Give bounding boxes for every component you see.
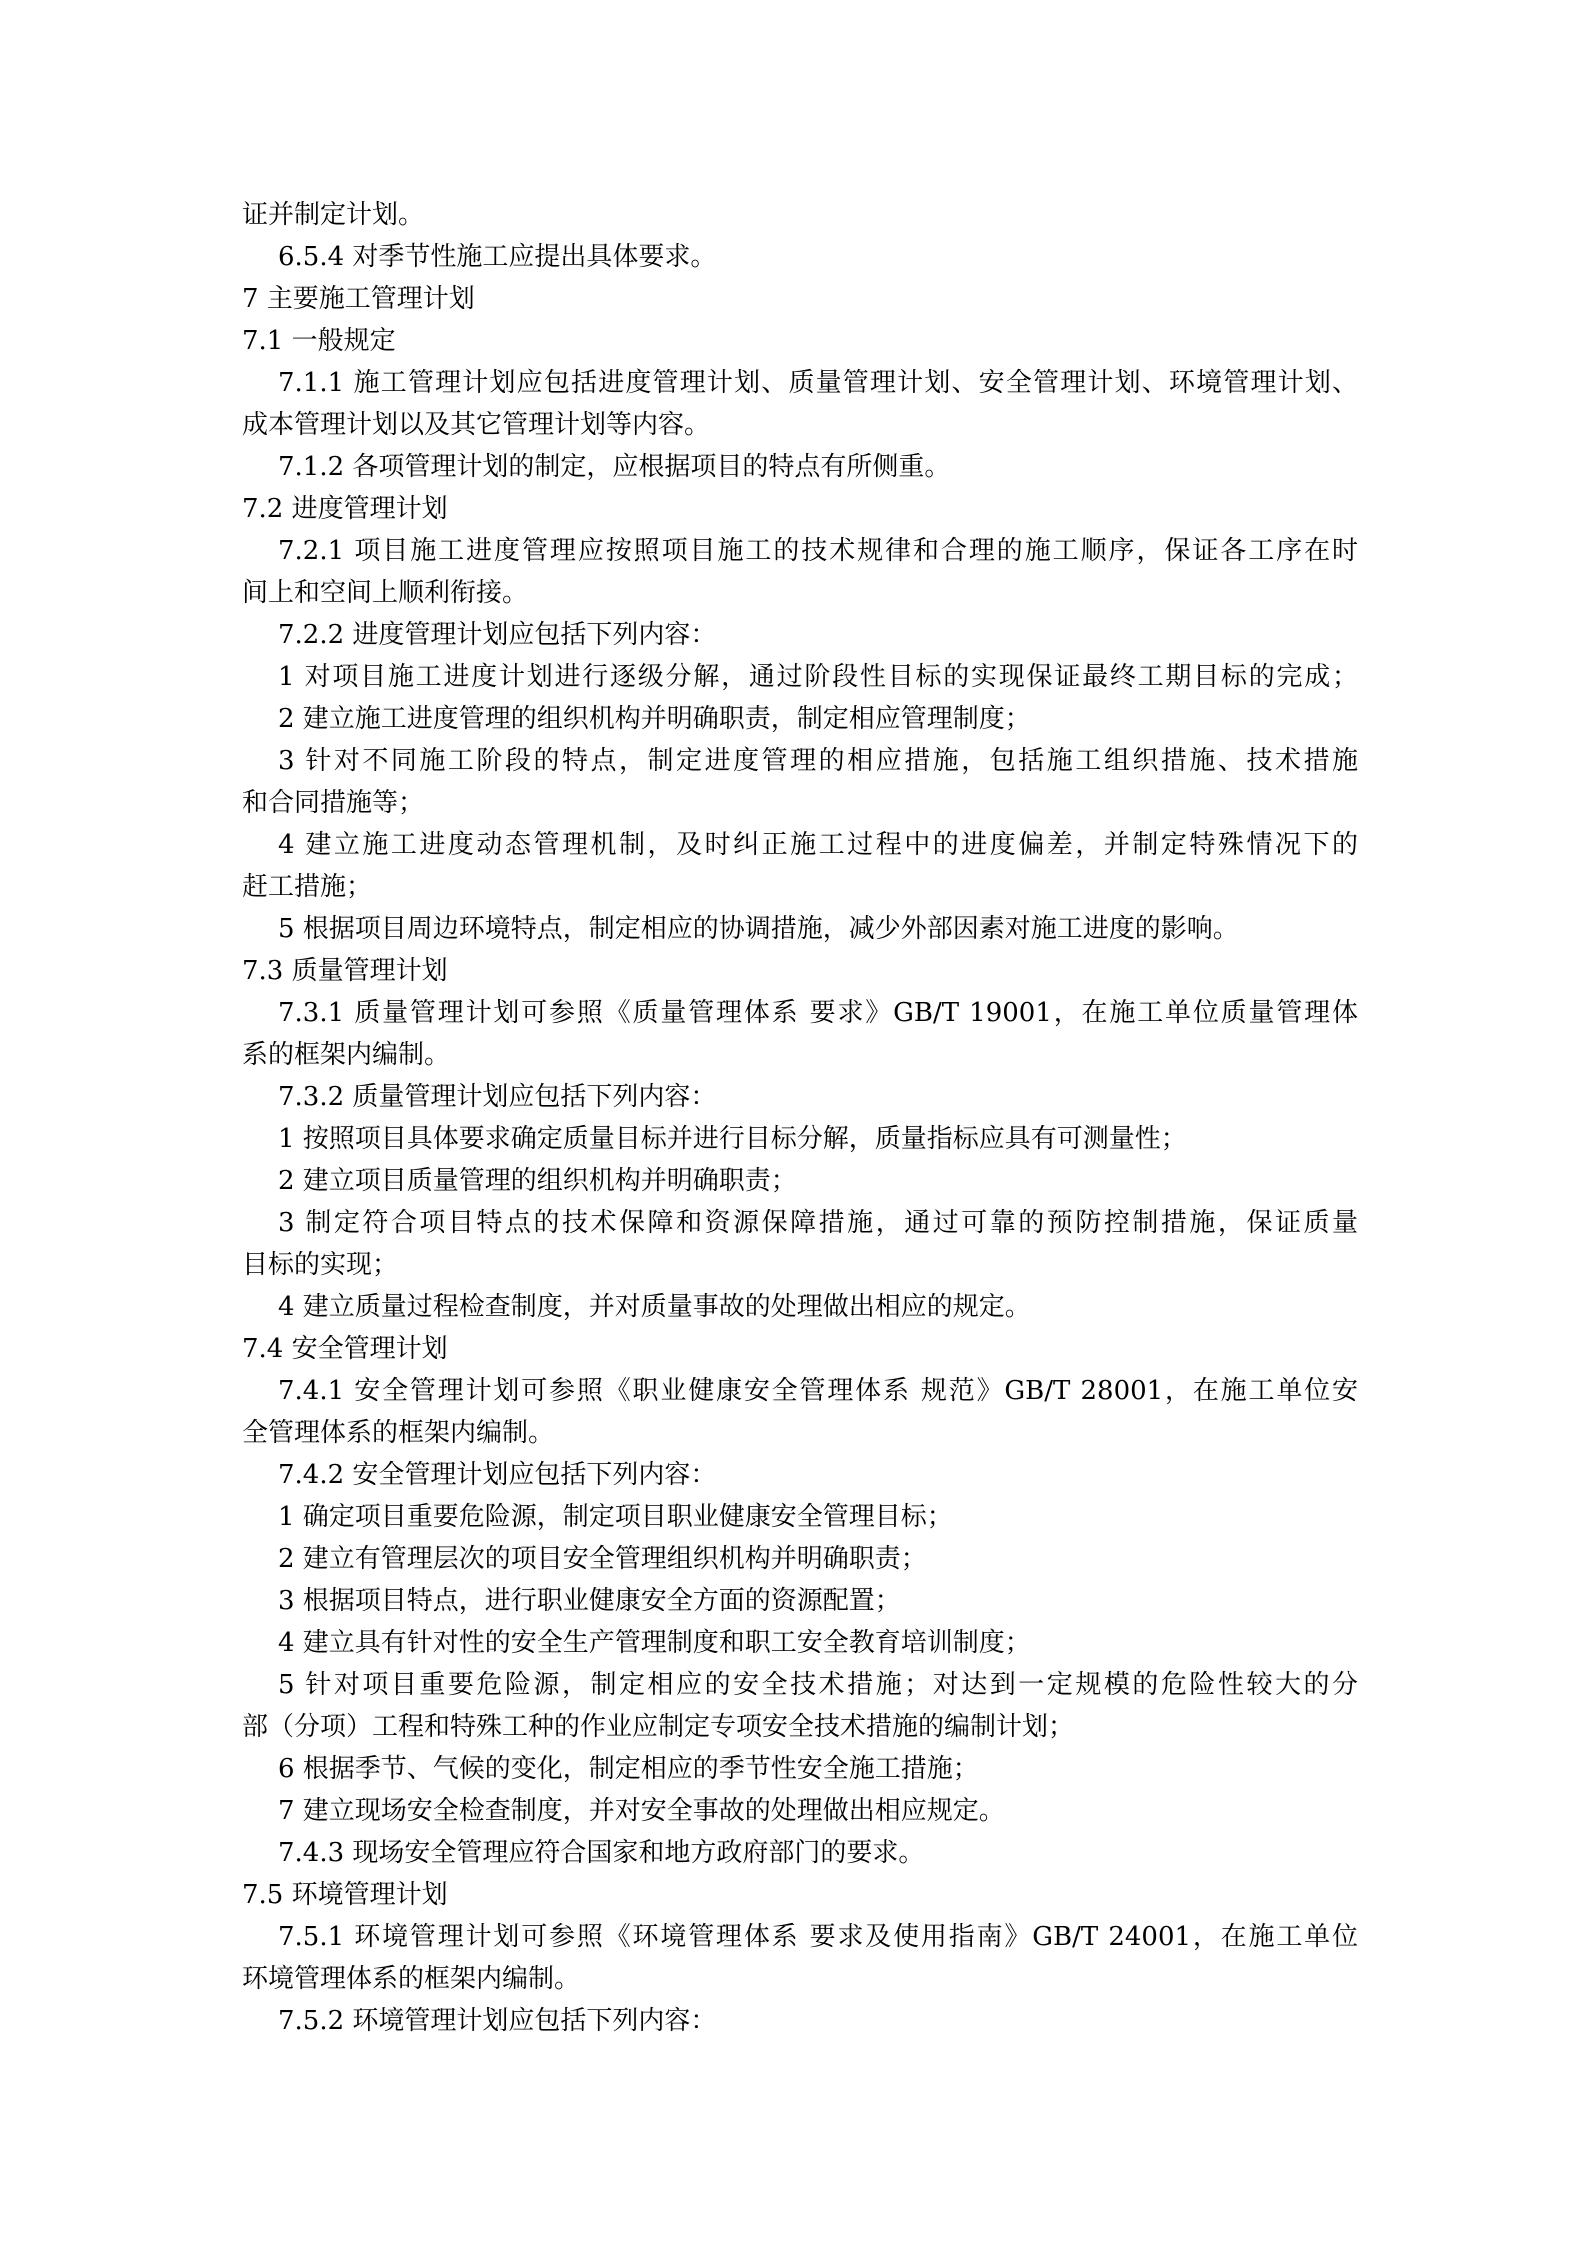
text-line: 7.4.3 现场安全管理应符合国家和地方政府部门的要求。 bbox=[278, 1838, 925, 1868]
text-line: 环境管理体系的框架内编制。 bbox=[242, 1964, 581, 1994]
document-body bbox=[242, 194, 1358, 2042]
text-line: 7 建立现场安全检查制度，并对安全事故的处理做出相应规定。 bbox=[278, 1796, 1005, 1826]
text-line: 系的框架内编制。 bbox=[242, 1040, 451, 1070]
text-line: 4 建立具有针对性的安全生产管理制度和职工安全教育培训制度； bbox=[278, 1628, 1031, 1658]
text-line: 7.4.1 安全管理计划可参照《职业健康安全管理体系 规范》GB/T 28001，在施工单位安 bbox=[278, 1376, 1358, 1406]
text-line: 6 根据季节、气候的变化，制定相应的季节性安全施工措施； bbox=[278, 1754, 979, 1784]
text-line: 7 主要施工管理计划 bbox=[242, 284, 475, 314]
text-line: 和合同措施等； bbox=[242, 788, 425, 818]
text-line: 全管理体系的框架内编制。 bbox=[242, 1418, 555, 1448]
text-line: 7.2.1 项目施工进度管理应按照项目施工的技术规律和合理的施工顺序，保证各工序在时 bbox=[278, 536, 1358, 566]
text-line: 1 按照项目具体要求确定质量目标并进行目标分解，质量指标应具有可测量性； bbox=[278, 1124, 1187, 1154]
text-line: 赶工措施； bbox=[242, 872, 373, 902]
text-line: 4 建立施工进度动态管理机制，及时纠正施工过程中的进度偏差，并制定特殊情况下的 bbox=[278, 830, 1358, 860]
text-line: 7.5 环境管理计划 bbox=[242, 1880, 448, 1910]
text-line: 1 确定项目重要危险源，制定项目职业健康安全管理目标； bbox=[278, 1502, 953, 1532]
text-line: 7.1.1 施工管理计划应包括进度管理计划、质量管理计划、安全管理计划、环境管理计划、 bbox=[278, 368, 1358, 398]
text-line: 7.4.2 安全管理计划应包括下列内容： bbox=[278, 1460, 717, 1490]
text-line: 1 对项目施工进度计划进行逐级分解，通过阶段性目标的实现保证最终工期目标的完成； bbox=[278, 662, 1358, 692]
text-line: 5 针对项目重要危险源，制定相应的安全技术措施；对达到一定规模的危险性较大的分 bbox=[278, 1670, 1358, 1700]
text-line: 目标的实现； bbox=[242, 1250, 399, 1280]
text-line: 7.1.2 各项管理计划的制定，应根据项目的特点有所侧重。 bbox=[278, 452, 951, 482]
text-line: 证并制定计划。 bbox=[242, 200, 425, 230]
text-line: 7.4 安全管理计划 bbox=[242, 1334, 448, 1364]
text-line: 部（分项）工程和特殊工种的作业应制定专项安全技术措施的编制计划； bbox=[242, 1712, 1075, 1742]
text-line: 7.2.2 进度管理计划应包括下列内容： bbox=[278, 620, 717, 650]
text-line: 3 根据项目特点，进行职业健康安全方面的资源配置； bbox=[278, 1586, 901, 1616]
text-line: 7.1 一般规定 bbox=[242, 326, 396, 356]
text-line: 3 制定符合项目特点的技术保障和资源保障措施，通过可靠的预防控制措施，保证质量 bbox=[278, 1208, 1358, 1238]
text-line: 间上和空间上顺利衔接。 bbox=[242, 578, 529, 608]
text-line: 7.3 质量管理计划 bbox=[242, 956, 448, 986]
text-line: 2 建立项目质量管理的组织机构并明确职责； bbox=[278, 1166, 797, 1196]
text-line: 2 建立有管理层次的项目安全管理组织机构并明确职责； bbox=[278, 1544, 927, 1574]
text-line: 4 建立质量过程检查制度，并对质量事故的处理做出相应的规定。 bbox=[278, 1292, 1031, 1322]
text-line: 7.3.2 质量管理计划应包括下列内容： bbox=[278, 1082, 717, 1112]
text-line: 成本管理计划以及其它管理计划等内容。 bbox=[242, 410, 711, 440]
text-line: 2 建立施工进度管理的组织机构并明确职责，制定相应管理制度； bbox=[278, 704, 1031, 734]
text-line: 7.2 进度管理计划 bbox=[242, 494, 448, 524]
text-line: 7.5.2 环境管理计划应包括下列内容： bbox=[278, 2006, 717, 2036]
text-line: 7.3.1 质量管理计划可参照《质量管理体系 要求》GB/T 19001，在施工单位质量管理体 bbox=[278, 998, 1358, 1028]
text-line: 5 根据项目周边环境特点，制定相应的协调措施，减少外部因素对施工进度的影响。 bbox=[278, 914, 1239, 944]
text-line: 7.5.1 环境管理计划可参照《环境管理体系 要求及使用指南》GB/T 24001，在施工单位 bbox=[278, 1922, 1358, 1952]
text-line: 3 针对不同施工阶段的特点，制定进度管理的相应措施，包括施工组织措施、技术措施 bbox=[278, 746, 1358, 776]
text-line: 6.5.4 对季节性施工应提出具体要求。 bbox=[278, 242, 717, 272]
